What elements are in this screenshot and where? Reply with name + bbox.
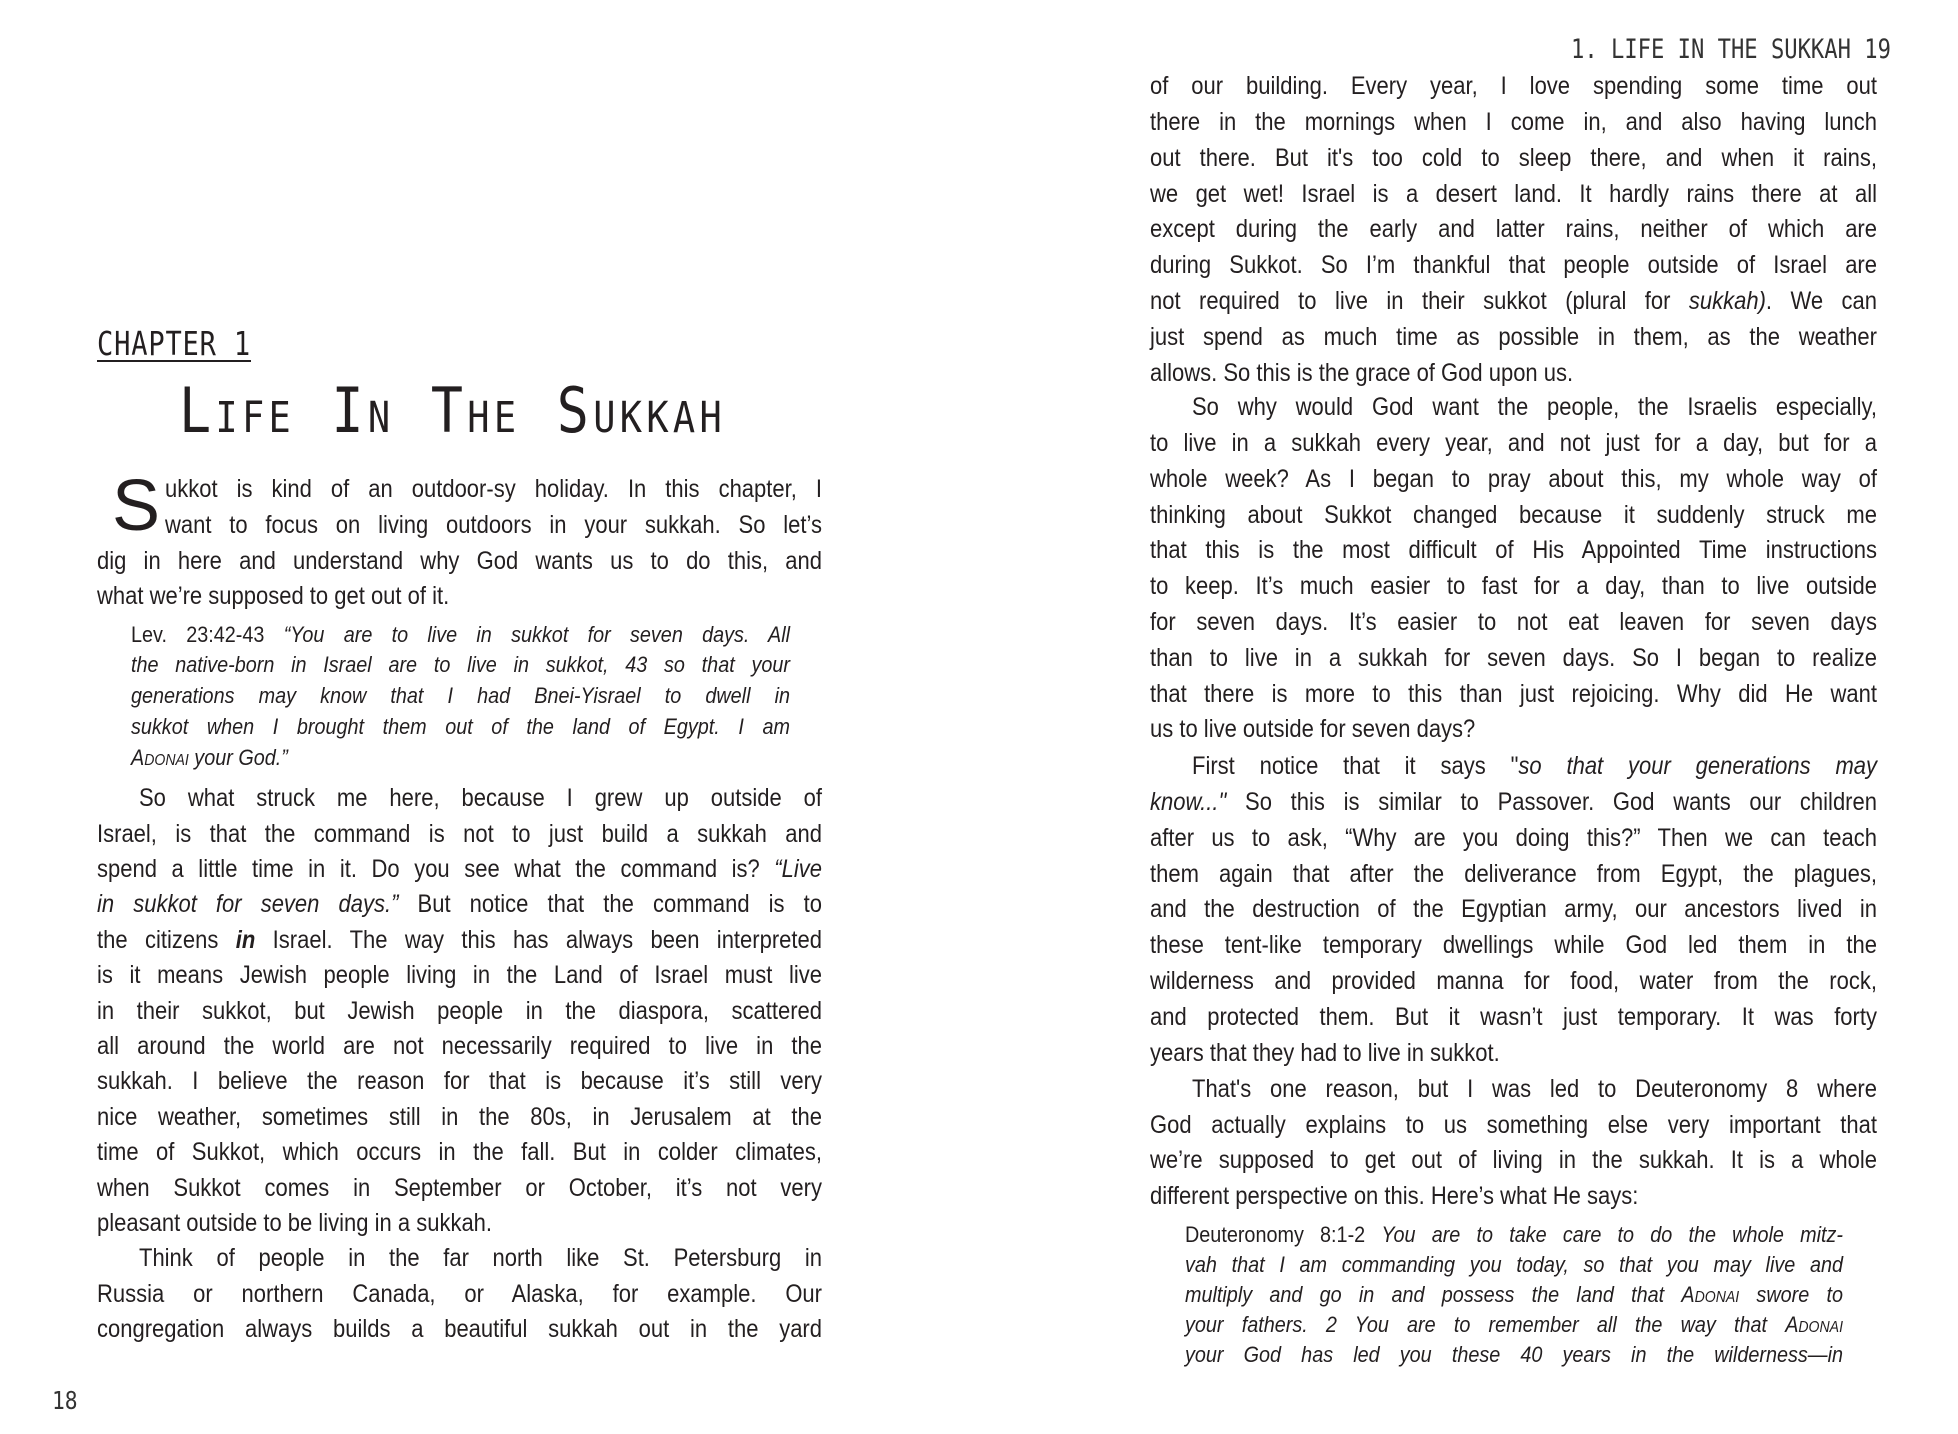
text: we get wet! Israel is a desert land. It hardly rains there at all (1150, 179, 1877, 208)
text: and protected them. But it wasn’t just temporary. It was forty (1150, 1002, 1877, 1031)
text-line (97, 546, 822, 575)
text: allows. So this is the grace of God upon us. (1150, 358, 1574, 387)
text-line (97, 1173, 822, 1202)
text: not required to live in their sukkot (plural for (1150, 287, 1689, 316)
text: that there is more to this than just rejoicing. Why did He want (1150, 679, 1877, 708)
text-line (1150, 790, 1877, 815)
styled-text: vah that I am commanding you today, so that you may live and (1185, 1251, 1843, 1277)
styled-text: your fathers. 2 You are to remember all the way that (1185, 1311, 1786, 1337)
styled-text: generations may know that I had Bnei-Yisrael to dwell in (131, 683, 790, 709)
text-line (1192, 1077, 1877, 1102)
text-line (1150, 143, 1877, 172)
text: Lev. 23:42-43 (131, 621, 284, 647)
text-line (1192, 395, 1877, 420)
text-line (97, 1279, 822, 1308)
text: spend a little time in it. Do you see what the command is? (97, 855, 775, 884)
text-line (1150, 1002, 1877, 1031)
text: congregation always builds a beautiful sukkah out in the yard (97, 1315, 822, 1344)
text: So this is similar to Passover. God wants our children (1226, 788, 1877, 817)
text: to live in a sukkah every year, and not just for a day, but for a (1150, 429, 1877, 458)
text: want to focus on living outdoors in your sukkah. So let’s (165, 510, 822, 539)
styled-text: multiply and go in and possess the land that (1185, 1281, 1682, 1307)
text-line (1150, 74, 1877, 99)
text-line (131, 744, 790, 770)
text: to keep. It’s much easier to fast for a day, than to live outside (1150, 572, 1877, 601)
text: So why would God want the people, the Israelis especially, (1192, 393, 1877, 422)
text-line (97, 584, 822, 609)
chapter-label: CHAPTER 1 (97, 324, 252, 363)
text: nice weather, sometimes still in the 80s, in Jerusalem at the (97, 1102, 822, 1131)
text-line (1185, 1311, 1843, 1337)
text-line (1150, 322, 1877, 351)
text: That's one reason, but I was led to Deuteronomy 8 where (1192, 1075, 1877, 1104)
text-line (139, 1246, 822, 1271)
text: time of Sukkot, which occurs in the fall. But in colder climates, (97, 1138, 822, 1167)
text-line (1150, 679, 1877, 708)
text: Russia or northern Canada, or Alaska, for example. Our (97, 1279, 822, 1308)
text-line (97, 1034, 822, 1059)
running-header: 1. LIFE IN THE SUKKAH 19 (1571, 34, 1891, 65)
text: thinking about Sukkot changed because it suddenly struck me (1150, 500, 1877, 529)
text-line (1185, 1281, 1843, 1307)
right-page (979, 0, 1958, 1434)
text: whole week? As I began to pray about this, my whole way of (1150, 464, 1877, 493)
text: So what struck me here, because I grew up outside of (139, 784, 822, 813)
page-number: 18 (52, 1386, 78, 1415)
text: after us to ask, “Why are you doing this?” Then we can teach (1150, 823, 1877, 852)
styled-text: Adonai (1681, 1281, 1740, 1307)
text-line (1150, 289, 1877, 314)
text-line (131, 716, 790, 739)
text: Deuteronomy 8:1-2 (1185, 1221, 1382, 1247)
text-line (97, 857, 822, 882)
text-line (97, 819, 822, 848)
text-line (97, 1317, 822, 1342)
styled-text: sukkah) (1688, 287, 1766, 316)
text-line (1150, 253, 1877, 278)
styled-text: “You are to live in sukkot for seven days. All (283, 621, 790, 647)
styled-text: the native-born in Israel are to live in sukkot, 43 so that your (131, 652, 790, 678)
text-line (1150, 859, 1877, 888)
text: is it means Jewish people living in the Land of Israel must live (97, 961, 822, 990)
text: the citizens (97, 925, 236, 954)
text-line (1150, 610, 1877, 635)
text-line (97, 1102, 822, 1131)
text: But notice that the command is to (398, 890, 822, 919)
text-line (1192, 754, 1877, 779)
text: Think of people in the far north like St. Petersburg in (139, 1244, 822, 1273)
text-line (1150, 643, 1877, 672)
text-line (165, 477, 822, 502)
text: them again that after the deliverance from Egypt, the plagues, (1150, 859, 1877, 888)
text-line (1150, 217, 1877, 242)
text-line (1150, 823, 1877, 852)
text-line (97, 925, 822, 954)
styled-text: in sukkot for seven days.” (97, 890, 399, 919)
text-line (1150, 717, 1877, 742)
text-line (131, 654, 790, 677)
text: sukkah. I believe the reason for that is because it’s still very (97, 1067, 822, 1096)
text-line (1150, 538, 1877, 563)
text-line (1150, 110, 1877, 135)
text: God actually explains to us something else very important that (1150, 1110, 1877, 1139)
styled-text: so that your generations may (1518, 752, 1878, 781)
text: when Sukkot comes in September or October, it’s not very (97, 1173, 822, 1202)
text-line (1150, 969, 1877, 994)
text: during Sukkot. So I’m thankful that people outside of Israel are (1150, 251, 1877, 280)
styled-text: your God.” (188, 744, 288, 770)
text: that this is the most difficult of His Appointed Time instructions (1150, 536, 1877, 565)
text: what we’re supposed to get out of it. (97, 582, 450, 611)
drop-cap: S (112, 466, 161, 546)
styled-text: “Live (774, 855, 822, 884)
text-line (97, 1140, 822, 1165)
text: out there. But it's too cold to sleep there, and when it rains, (1150, 143, 1877, 172)
text: of our building. Every year, I love spending some time out (1150, 72, 1877, 101)
text-line (1150, 574, 1877, 599)
styled-text: swore to (1739, 1281, 1843, 1307)
text-line (1150, 179, 1877, 208)
text-line (1150, 1184, 1877, 1209)
text-line (1185, 1344, 1843, 1367)
text: there in the mornings when I come in, and also having lunch (1150, 108, 1877, 137)
text-line (1150, 500, 1877, 529)
text-line (131, 621, 790, 647)
text: all around the world are not necessarily required to live in the (97, 1032, 822, 1061)
text-line (1150, 897, 1877, 922)
text: years that they had to live in sukkot. (1150, 1038, 1500, 1067)
styled-text: Adonai (131, 744, 189, 770)
text-line (1150, 431, 1877, 456)
text-line (97, 1069, 822, 1094)
text: and the destruction of the Egyptian army, our ancestors lived in (1150, 895, 1877, 924)
text: Israel. The way this has always been interpreted (255, 925, 822, 954)
text: us to live outside for seven days? (1150, 715, 1476, 744)
text: ukkot is kind of an outdoor-sy holiday. In this chapter, I (165, 475, 822, 504)
styled-text: know..." (1150, 788, 1227, 817)
text: for seven days. It’s easier to not eat leaven for seven days (1150, 608, 1877, 637)
text: these tent-like temporary dwellings while God led them in the (1150, 931, 1877, 960)
text-line (1150, 1038, 1877, 1067)
text: than to live in a sukkah for seven days. So I began to realize (1150, 643, 1877, 672)
text: except during the early and latter rains, neither of which are (1150, 215, 1877, 244)
text: Israel, is that the command is not to just build a sukkah and (97, 819, 822, 848)
text-line (139, 786, 822, 811)
text-line (1150, 464, 1877, 493)
styled-text: Adonai (1785, 1311, 1843, 1337)
text-line (1150, 1110, 1877, 1139)
text-line (1150, 1148, 1877, 1173)
text: just spend as much time as possible in them, as the weather (1150, 322, 1877, 351)
text-line (1185, 1221, 1843, 1247)
text-line (97, 1211, 822, 1236)
text: in their sukkot, but Jewish people in the diaspora, scattered (97, 996, 822, 1025)
styled-text: in (235, 925, 256, 954)
text-line (1185, 1251, 1843, 1277)
text-line (97, 892, 822, 917)
text-line (131, 685, 790, 708)
text-line (97, 996, 822, 1025)
styled-text: You are to take care to do the whole mitz- (1381, 1221, 1843, 1247)
text: dig in here and understand why God wants us to do this, and (97, 546, 822, 575)
text: . We can (1765, 287, 1877, 316)
text: pleasant outside to be living in a sukkah. (97, 1209, 493, 1238)
text-line (97, 963, 822, 988)
text-line (1150, 358, 1877, 387)
text: different perspective on this. Here’s what He says: (1150, 1182, 1639, 1211)
text-line (1150, 933, 1877, 958)
text: wilderness and provided manna for food, water from the rock, (1150, 967, 1877, 996)
text: we’re supposed to get out of living in the sukkah. It is a whole (1150, 1146, 1877, 1175)
styled-text: sukkot when I brought them out of the land of Egypt. I am (131, 714, 790, 740)
chapter-title: Life In The Sukkah (179, 374, 727, 447)
styled-text: your God has led you these 40 years in the wilderness—in (1185, 1342, 1843, 1368)
text: First notice that it says " (1192, 752, 1519, 781)
text-line (165, 510, 822, 539)
